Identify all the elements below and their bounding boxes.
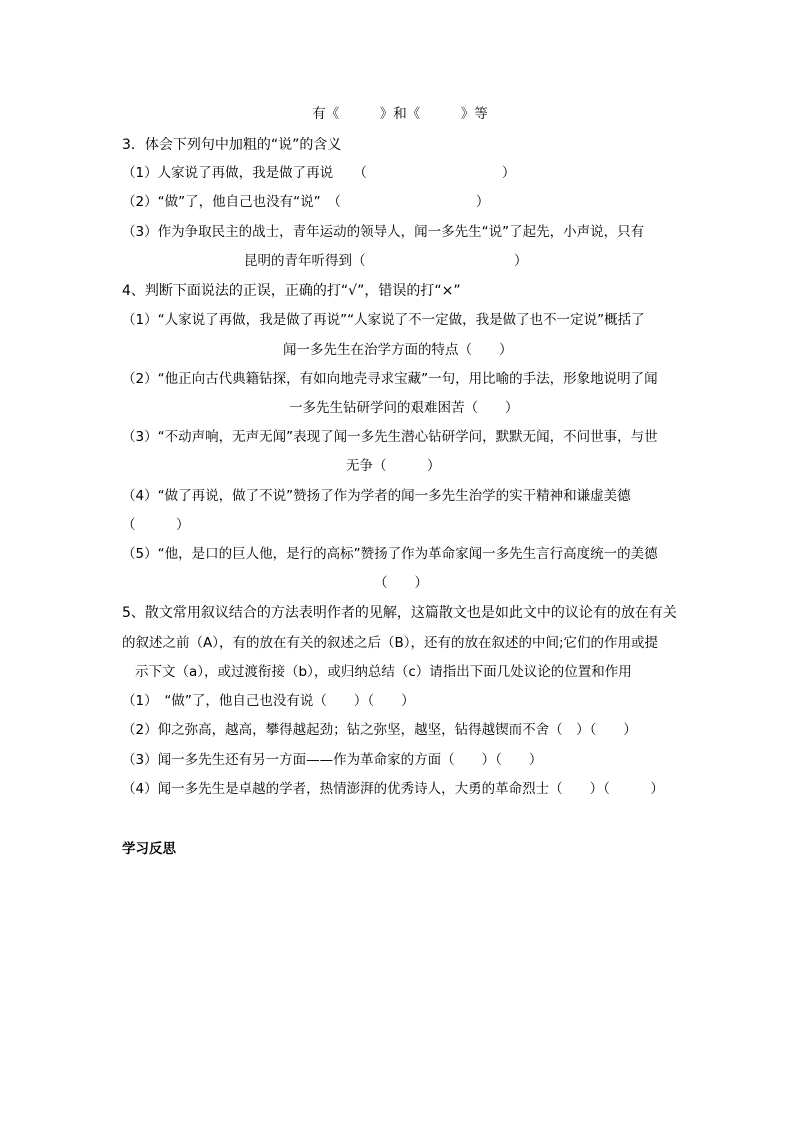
section-heading-reflection: 学习反思 (122, 841, 176, 857)
question-3-item-3: （3）作为争取民主的战士，青年运动的领导人，闻一多先生“说”了起先，小声说，只有 (122, 224, 645, 240)
question-3-title: 3．体会下列句中加粗的“说”的含义 (122, 137, 342, 153)
question-5-text-2: 的叙述之前（A），有的放在有关的叙述之后（B），还有的放在叙述的中间;它们的作用或提 (122, 635, 659, 651)
question-5-item-3: （3）闻一多先生还有另一方面——作为革命家的方面（ ）（ ） (122, 752, 543, 768)
question-4-item-3-continued: 无争（ ） (346, 458, 441, 474)
question-5-text-1: 5、散文常用叙议结合的方法表明作者的见解，这篇散文也是如此文中的议论有的放在有关 (122, 605, 677, 621)
question-4-item-5-continued: （ ） (374, 575, 428, 591)
question-4-item-2-continued: 一多先生钻研学问的艰难困苦（ ） (289, 400, 519, 416)
question-4-item-4-continued: （ ） (122, 517, 190, 533)
question-5-item-2: （2）仰之弥高，越高，攀得越起劲；钻之弥坚，越坚，钻得越锲而不舍（ ）（ ） (122, 722, 637, 738)
question-3-item-1: （1）人家说了再做，我是做了再说 （ ） (122, 165, 516, 181)
question-5-item-1: （1） “做”了，他自己也没有说（ ）（ ） (122, 693, 415, 709)
question-4-item-1: （1）“人家说了再做，我是做了再说”“人家说了不一定做，我是做了也不一定说”概括了 (122, 312, 645, 328)
question-5-text-3: 示下文（a），或过渡衔接（b），或归纳总结（c）请指出下面几处议论的位置和作用 (135, 664, 632, 680)
question-4-item-5: （5）“他，是口的巨人他，是行的高标”赞扬了作为革命家闻一多先生言行高度统一的美德 (122, 546, 658, 562)
question-3-item-2: （2）“做”了，他自己也没有“说” （ ） (122, 194, 490, 210)
question-4-item-2: （2）“他正向古代典籍钻探，有如向地壳寻求宝藏”一句，用比喻的手法，形象地说明了闻 (122, 371, 658, 387)
question-3-item-3-continued: 昆明的青年听得到（ ） (244, 253, 528, 269)
question-4-item-3: （3）“不动声响，无声无闻”表现了闻一多先生潜心钻研学问，默默无闻，不问世事，与世 (122, 429, 658, 445)
question-4-item-4: （4）“做了再说，做了不说”赞扬了作为学者的闻一多先生治学的实干精神和谦虚美德 (122, 488, 631, 504)
question-5-item-4: （4）闻一多先生是卓越的学者，热情澎湃的优秀诗人，大勇的革命烈士（ ）（ ） (122, 781, 664, 797)
question-4-item-1-continued: 闻一多先生在治学方面的特点（ ） (283, 342, 513, 358)
text-line-book-titles: 有《 》和《 》等 (312, 106, 488, 122)
question-4-title: 4、判断下面说法的正误，正确的打“√”，错误的打“×” (122, 283, 461, 299)
